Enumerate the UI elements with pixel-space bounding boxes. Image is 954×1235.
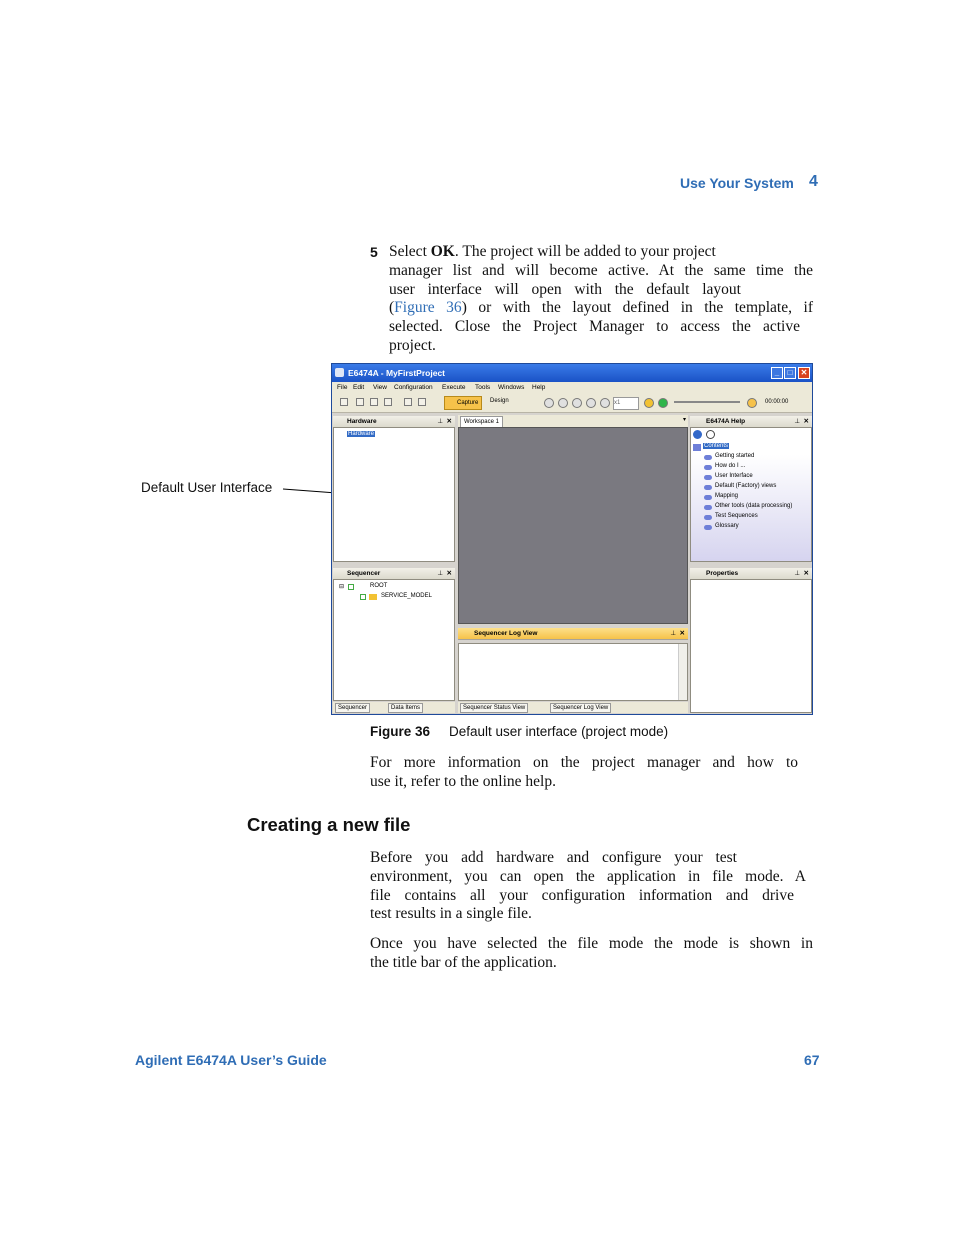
help-pane bbox=[690, 427, 812, 562]
properties-panel-title: Properties bbox=[706, 570, 739, 577]
close-panel-icon[interactable]: ✕ bbox=[446, 570, 452, 577]
hardware-pane bbox=[333, 427, 455, 562]
help-icon[interactable] bbox=[693, 430, 702, 439]
step-line-5: selected. Close the Project Manager to access the active bbox=[389, 318, 800, 336]
tab-sequencer-log-view[interactable]: Sequencer Log View bbox=[550, 703, 611, 713]
step-line-4: (Figure 36) or with the layout defined in the template, if bbox=[389, 299, 813, 317]
tab-sequencer[interactable]: Sequencer bbox=[335, 703, 370, 713]
stop-icon[interactable] bbox=[572, 398, 582, 408]
help-item-how-do-i[interactable]: How do I ... bbox=[715, 463, 746, 469]
log-panel-title: Sequencer Log View bbox=[474, 630, 538, 637]
topic-icon bbox=[704, 515, 712, 520]
menu-tools[interactable]: Tools bbox=[475, 384, 491, 391]
para1-line-1: Before you add hardware and configure your test bbox=[370, 849, 737, 866]
play-icon[interactable] bbox=[544, 398, 554, 408]
sequencer-tabs bbox=[333, 702, 455, 713]
timer-icon bbox=[747, 398, 757, 408]
checkbox-child[interactable] bbox=[360, 594, 366, 600]
log-pane[interactable] bbox=[458, 643, 688, 701]
para2-line-2: the title bar of the application. bbox=[370, 953, 557, 971]
open-icon[interactable] bbox=[340, 398, 348, 406]
properties-pane bbox=[690, 579, 812, 713]
close-panel-icon[interactable]: ✕ bbox=[679, 630, 685, 637]
title-bar bbox=[332, 364, 812, 382]
go-icon[interactable] bbox=[658, 398, 668, 408]
tree-child[interactable]: SERVICE_MODEL bbox=[381, 593, 432, 599]
section-paragraph-2 bbox=[370, 935, 813, 973]
design-button[interactable]: Design bbox=[490, 398, 509, 404]
menu-view[interactable]: View bbox=[373, 384, 387, 391]
running-header-chapter: 4 bbox=[809, 173, 818, 190]
help-item-mapping[interactable]: Mapping bbox=[715, 493, 739, 499]
footer-guide-title: Agilent E6474A User’s Guide bbox=[135, 1052, 327, 1068]
help-panel-title: E6474A Help bbox=[706, 418, 746, 425]
page-number: 67 bbox=[804, 1052, 820, 1068]
topic-icon bbox=[704, 475, 712, 480]
toolbar bbox=[332, 394, 812, 413]
pause-icon[interactable] bbox=[558, 398, 568, 408]
help-item-glossary[interactable]: Glossary bbox=[715, 523, 739, 529]
para1-line-4: test results in a single file. bbox=[370, 905, 532, 923]
capture-button[interactable]: Capture bbox=[444, 396, 482, 410]
lightning-icon[interactable] bbox=[644, 398, 654, 408]
paste-icon[interactable] bbox=[384, 398, 392, 406]
maximize-icon[interactable]: □ bbox=[784, 367, 796, 379]
figure-caption: Default user interface (project mode) bbox=[449, 724, 669, 739]
step-number: 5 bbox=[370, 244, 378, 260]
menu-bar bbox=[332, 382, 812, 394]
book-icon bbox=[693, 444, 701, 451]
pin-icon[interactable]: ⊥ bbox=[794, 418, 800, 425]
close-panel-icon[interactable]: ✕ bbox=[446, 418, 452, 425]
para1-line-3: file contains all your configuration information and drive bbox=[370, 886, 794, 904]
menu-edit[interactable]: Edit bbox=[353, 384, 365, 391]
menu-help[interactable]: Help bbox=[532, 384, 546, 391]
tab-sequencer-status-view[interactable]: Sequencer Status View bbox=[460, 703, 528, 713]
step-line-6: project. bbox=[389, 336, 436, 354]
record-icon[interactable] bbox=[600, 398, 610, 408]
close-icon[interactable]: ✕ bbox=[798, 367, 810, 379]
step-line-2: manager list and will become active. At the same time the bbox=[389, 261, 813, 279]
workspace-tabbar bbox=[458, 415, 688, 427]
cut-icon[interactable] bbox=[356, 398, 364, 406]
progress-slider[interactable] bbox=[674, 401, 740, 403]
topic-icon bbox=[704, 465, 712, 470]
workspace-area[interactable] bbox=[458, 427, 688, 624]
copy-icon[interactable] bbox=[370, 398, 378, 406]
info-paragraph bbox=[370, 754, 798, 792]
log-tabs bbox=[458, 702, 688, 713]
sequencer-pane bbox=[333, 579, 455, 701]
para1-line-2: environment, you can open the application in file mode. A bbox=[370, 867, 806, 885]
tool-icon[interactable] bbox=[404, 398, 412, 406]
section-heading: Creating a new file bbox=[247, 814, 411, 835]
info-line-1: For more information on the project manager and how to bbox=[370, 754, 798, 771]
close-panel-icon[interactable]: ✕ bbox=[803, 418, 809, 425]
help-item-user-interface[interactable]: User Interface bbox=[715, 473, 753, 479]
menu-file[interactable]: File bbox=[337, 384, 348, 391]
menu-windows[interactable]: Windows bbox=[498, 384, 525, 391]
folder-icon bbox=[369, 594, 377, 600]
hardware-panel-title: Hardware bbox=[347, 418, 377, 425]
figure-link[interactable]: Figure 36 bbox=[394, 299, 462, 317]
step-line-1: Select OK. The project will be added to your project bbox=[389, 243, 716, 260]
step-icon[interactable] bbox=[586, 398, 596, 408]
help-item-test-sequences[interactable]: Test Sequences bbox=[715, 513, 758, 519]
callout-label: Default User Interface bbox=[141, 480, 273, 495]
minimize-icon[interactable]: _ bbox=[771, 367, 783, 379]
tab-data-items[interactable]: Data Items bbox=[388, 703, 423, 713]
help-contents[interactable]: Contents bbox=[704, 443, 729, 449]
timer-value: 00:00:00 bbox=[765, 399, 789, 405]
tree-root[interactable]: ROOT bbox=[370, 583, 388, 589]
close-panel-icon[interactable]: ✕ bbox=[803, 570, 809, 577]
window-title: E6474A - MyFirstProject bbox=[348, 368, 445, 378]
step-line-3: user interface will open with the default layout bbox=[389, 280, 741, 298]
topic-icon bbox=[704, 455, 712, 460]
search-icon[interactable] bbox=[706, 430, 715, 439]
topic-icon bbox=[704, 485, 712, 490]
tab-workspace-1[interactable]: Workspace 1 bbox=[460, 416, 503, 428]
app-screenshot bbox=[331, 363, 813, 715]
pin-icon[interactable]: ⊥ bbox=[794, 570, 800, 577]
pin-icon[interactable]: ⊥ bbox=[670, 630, 676, 637]
hardware-tree-item[interactable]: Hardware bbox=[348, 431, 375, 437]
topic-icon bbox=[704, 505, 712, 510]
help-item-getting-started[interactable]: Getting started bbox=[715, 453, 755, 459]
log-scrollbar[interactable] bbox=[678, 644, 687, 700]
menu-execute[interactable]: Execute bbox=[442, 384, 466, 391]
running-header-section: Use Your System bbox=[680, 175, 794, 191]
pin-icon[interactable]: ⊥ bbox=[437, 418, 443, 425]
topic-icon bbox=[704, 495, 712, 500]
topic-icon bbox=[704, 525, 712, 530]
count-field[interactable]: x1 bbox=[613, 397, 639, 410]
sequencer-panel-title: Sequencer bbox=[347, 570, 381, 577]
log-panel-header bbox=[458, 628, 688, 640]
expand-icon[interactable]: ⊟ bbox=[339, 584, 345, 590]
pin-icon[interactable]: ⊥ bbox=[437, 570, 443, 577]
info-line-2: use it, refer to the online help. bbox=[370, 772, 556, 790]
help-item-other-tools[interactable]: Other tools (data processing) bbox=[715, 503, 793, 509]
section-paragraph-1 bbox=[370, 849, 806, 924]
view-icon[interactable] bbox=[418, 398, 426, 406]
menu-configuration[interactable]: Configuration bbox=[394, 384, 433, 391]
para2-line-1: Once you have selected the file mode the mode is shown in bbox=[370, 935, 813, 952]
figure-number: Figure 36 bbox=[370, 724, 431, 739]
tab-dropdown-icon[interactable]: ▾ bbox=[682, 417, 686, 423]
app-logo-icon bbox=[335, 368, 344, 377]
checkbox-root[interactable] bbox=[348, 584, 354, 590]
help-item-default-views[interactable]: Default (Factory) views bbox=[715, 483, 777, 489]
